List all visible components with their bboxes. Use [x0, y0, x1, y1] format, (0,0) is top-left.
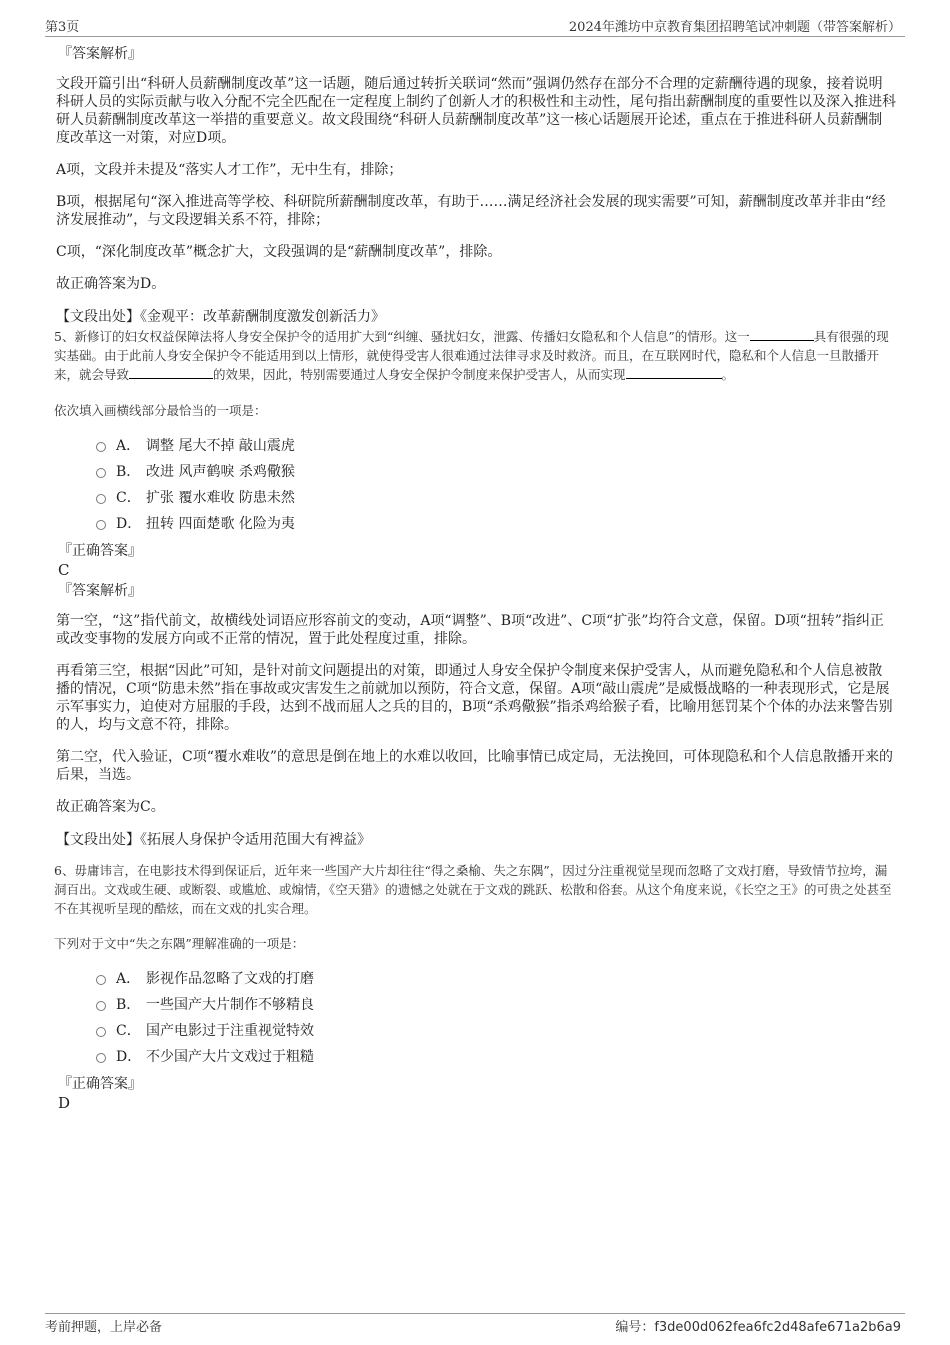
analysis-paragraph: 文段开篇引出“科研人员薪酬制度改革”这一话题，随后通过转折关联词“然而”强调仍然存在部分不合理的定薪酬待遇的现象，接着说明科研人员的实际贡献与收入分配不完全匹配在一定程度上制约了创新人才的积极性和主动性，尾句指出薪酬制度的重要性以及深入推进科研人员薪酬制度改革这一举措的重要意义。故文段围绕“科研人员薪酬制度改革”这一核心话题展开论述，重点在于推进科研人员薪酬制度改革这一对策，对应D项。	[56, 76, 896, 146]
analysis-label: 『答案解析』	[58, 46, 142, 62]
analysis-paragraph: 再看第三空，根据“因此”可知，是针对前文问题提出的对策，即通过人身安全保护令制度来保护受害人，从而避免隐私和个人信息被散播的情况，C项“防患未然”指在事故或灾害发生之前就加以预防，符合文意，保留。A项“敲山震虎”是威慑战略的一种表现形式，它是展示军事实力，迫使对方屈服的手段，达到不战而屈人之兵的目的，B项“杀鸡儆猴”指杀鸡给猴子看，比喻用惩罚某个个体的办法来警告别的人，均与文意不符，排除。	[56, 663, 893, 733]
radio-icon[interactable]	[96, 1053, 106, 1063]
page-content	[56, 44, 896, 1112]
option-c[interactable]: C． 国产电影过于注重视觉特效	[96, 1018, 896, 1044]
question-prompt: 下列对于文中“失之东隅”理解准确的一项是：	[54, 936, 305, 951]
analysis-paragraph: C项，“深化制度改革”概念扩大，文段强调的是“薪酬制度改革”，排除。	[56, 244, 502, 260]
document-title: 2024年潍坊中京教育集团招聘笔试冲刺题（带答案解析）	[568, 20, 901, 35]
fill-blank	[626, 365, 722, 379]
stem-part: 具有很强的现实基础。由于此前人身安全保护令不能适用到以上情形，就使得受害人很难通过法律寻求及时救济。而且，在互联网时代，隐私和个人信息一旦散播开来，就会导致	[54, 329, 889, 382]
fill-blank	[129, 365, 213, 379]
stem-part: 5、新修订的妇女权益保障法将人身安全保护令的适用扩大到“纠缠、骚扰妇女，泄露、传播妇女隐私和个人信息”的情形。这一	[54, 329, 750, 344]
question-prompt: 依次填入画横线部分最恰当的一项是：	[54, 403, 267, 418]
source-citation: 【文段出处】《拓展人身保护令适用范围大有裨益》	[56, 832, 371, 848]
radio-icon[interactable]	[96, 1027, 106, 1037]
analysis-paragraph: B项，根据尾句“深入推进高等学校、科研院所薪酬制度改革，有助于……满足经济社会发展的现实需要”可知，薪酬制度改革并非由“经济发展推动”，与文段逻辑关系不符，排除；	[56, 194, 886, 228]
radio-icon[interactable]	[96, 442, 106, 452]
conclusion: 故正确答案为C。	[56, 799, 165, 815]
option-d[interactable]: D． 不少国产大片文戏过于粗糙	[96, 1044, 896, 1070]
option-a[interactable]: A． 影视作品忽略了文戏的打磨	[96, 966, 896, 992]
question-stem	[54, 327, 896, 384]
correct-answer-label: 『正确答案』	[58, 1076, 142, 1092]
footer-slogan: 考前押题，上岸必备	[45, 1320, 163, 1335]
page-footer	[45, 1313, 905, 1335]
correct-answer-label: 『正确答案』	[58, 543, 142, 559]
stem-part: 。	[721, 367, 735, 382]
analysis-paragraph: 第一空，“这”指代前文，故横线处词语应形容前文的变动，A项“调整”、B项“改进”、C项“扩张”均符合文意，保留。D项“扭转”指纠正或改变事物的发展方向或不正常的情况，置于此处程度过重，排除。	[56, 613, 884, 647]
option-b[interactable]: B． 一些国产大片制作不够精良	[96, 992, 896, 1018]
radio-icon[interactable]	[96, 975, 106, 985]
question-stem: 6、毋庸讳言，在电影技术得到保证后，近年来一些国产大片却往往“得之桑榆、失之东隅”，因过分注重视觉呈现而忽略了文戏打磨，导致情节拉垮，漏洞百出。文戏或生硬、或断裂、或尴尬、或煽情，《空天猎》的遗憾之处就在于文戏的跳跃、松散和俗套。从这个角度来说，《长空之王》的可贵之处甚至不在其视听呈现的酷炫，而在文戏的扎实合理。	[54, 863, 892, 916]
page-header	[45, 14, 905, 37]
option-a[interactable]: A． 调整 尾大不掉 敲山震虎	[96, 433, 896, 459]
options-list	[96, 966, 896, 1070]
radio-icon[interactable]	[96, 468, 106, 478]
correct-answer: C	[58, 561, 70, 579]
stem-part: 的效果，因此，特别需要通过人身安全保护令制度来保护受害人，从而实现	[213, 367, 626, 382]
option-d[interactable]: D． 扭转 四面楚歌 化险为夷	[96, 511, 896, 537]
correct-answer: D	[58, 1094, 71, 1112]
radio-icon[interactable]	[96, 494, 106, 504]
analysis-label: 『答案解析』	[58, 583, 142, 599]
option-b[interactable]: B． 改进 风声鹤唳 杀鸡儆猴	[96, 459, 896, 485]
fill-blank	[750, 327, 814, 341]
analysis-paragraph: A项，文段并未提及“落实人才工作”，无中生有，排除；	[56, 162, 403, 178]
document-id: 编号：f3de00d062fea6fc2d48afe671a2b6a9	[615, 1320, 901, 1335]
radio-icon[interactable]	[96, 1001, 106, 1011]
radio-icon[interactable]	[96, 520, 106, 530]
option-c[interactable]: C． 扩张 覆水难收 防患未然	[96, 485, 896, 511]
source-citation: 【文段出处】《金观平：改革薪酬制度激发创新活力》	[56, 309, 385, 325]
conclusion: 故正确答案为D。	[56, 276, 166, 292]
options-list	[96, 433, 896, 537]
analysis-paragraph: 第二空，代入验证，C项“覆水难收”的意思是倒在地上的水难以收回，比喻事情已成定局，无法挽回，可体现隐私和个人信息散播开来的后果，当选。	[56, 749, 894, 783]
page-number: 第3页	[45, 20, 80, 35]
